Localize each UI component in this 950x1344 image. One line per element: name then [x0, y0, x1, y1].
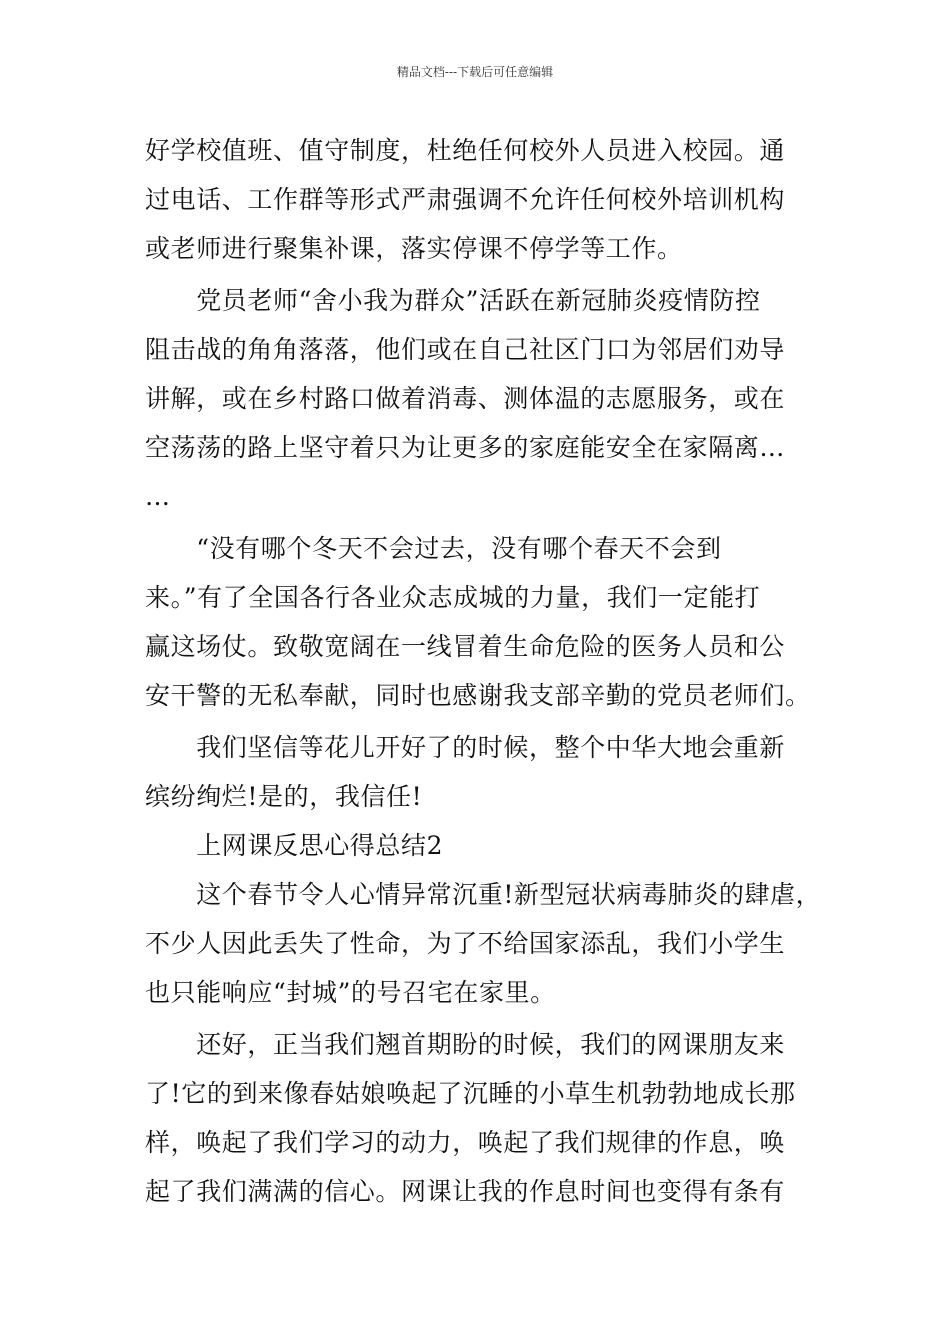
- section-heading: 上网课反思心得总结2: [145, 831, 444, 860]
- text-line: 来。”有了全国各行各业众志成城的力量，我们一定能打: [145, 583, 761, 612]
- text-line: 样，唤起了我们学习的动力，唤起了我们规律的作息，唤: [145, 1128, 786, 1157]
- text-line: 阻击战的角角落落，他们或在自己社区门口为邻居们劝导: [145, 335, 786, 364]
- text-line: 空荡荡的路上坚守着只为让更多的家庭能安全在家隔离…: [145, 433, 786, 462]
- text-line: 赢这场仗。致敬宽阔在一线冒着生命危险的医务人员和公: [145, 632, 786, 661]
- text-line: 不少人因此丢失了性命，为了不给国家添乱，我们小学生: [145, 929, 786, 958]
- text-line: 过电话、工作群等形式严肃强调不允许任何校外培训机构: [145, 185, 786, 214]
- page-header: 精品文档---下载后可任意编辑: [396, 65, 554, 79]
- text-line: 也只能响应“封城”的号召宅在家里。: [145, 978, 556, 1007]
- text-line: 我们坚信等花儿开好了的时候，整个中华大地会重新: [145, 733, 786, 762]
- text-line: 党员老师“舍小我为群众”活跃在新冠肺炎疫情防控: [145, 286, 761, 315]
- text-line: 缤纷绚烂!是的，我信任!: [145, 782, 423, 811]
- text-line: 好学校值班、值守制度，杜绝任何校外人员进入校园。通: [145, 136, 786, 165]
- text-line: “没有哪个冬天不会过去，没有哪个春天不会到: [145, 534, 722, 563]
- text-line: 或老师进行聚集补课，落实停课不停学等工作。: [145, 234, 683, 263]
- text-line: 讲解，或在乡村路口做着消毒、测体温的志愿服务，或在: [145, 384, 786, 413]
- text-line: …: [145, 482, 171, 511]
- text-line: 安干警的无私奉献，同时也感谢我支部辛勤的党员老师们。: [145, 681, 811, 710]
- text-line: 这个春节令人心情异常沉重!新型冠状病毒肺炎的肆虐，: [145, 880, 822, 909]
- text-line: 起了我们满满的信心。网课让我的作息时间也变得有条有: [145, 1177, 786, 1206]
- text-line: 了!它的到来像春姑娘唤起了沉睡的小草生机勃勃地成长那: [145, 1079, 796, 1108]
- text-line: 还好，正当我们翘首期盼的时候，我们的网课朋友来: [145, 1030, 786, 1059]
